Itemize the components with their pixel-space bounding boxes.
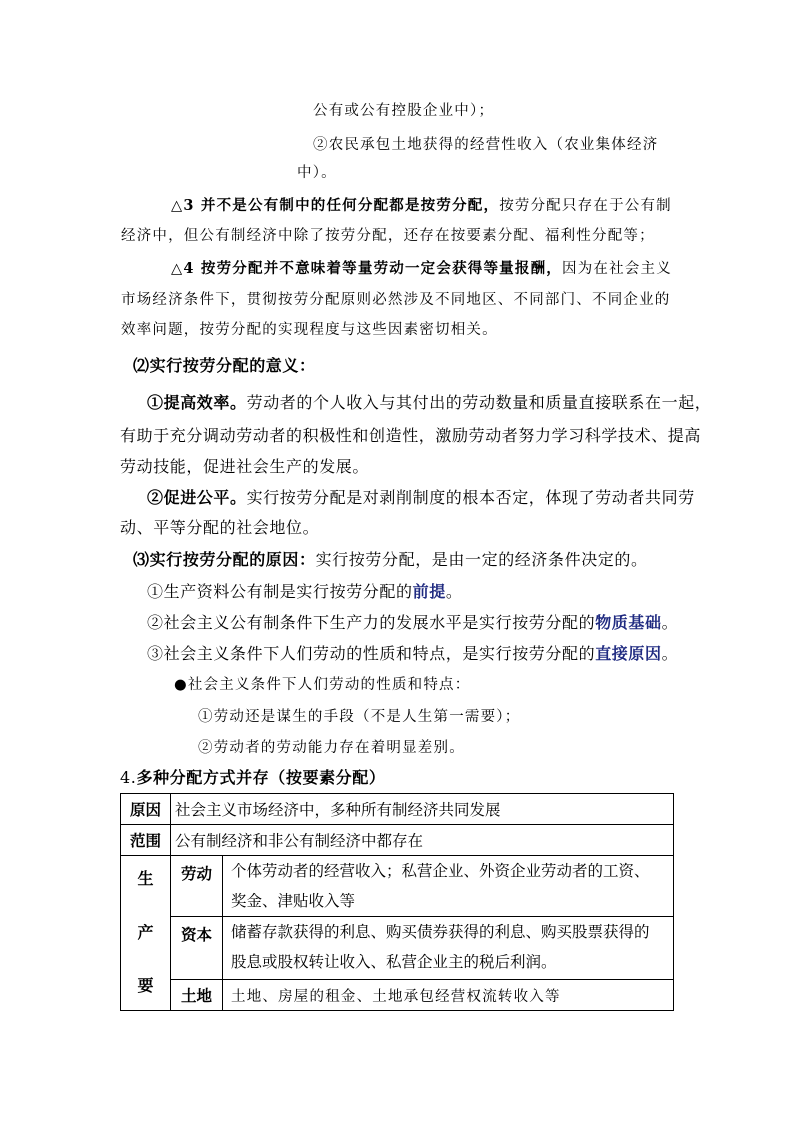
text-line: 中）。 [297, 165, 337, 181]
section-heading-factors: 4.多种分配方式并存（按要素分配） [120, 768, 386, 787]
table-row [121, 980, 674, 1011]
text-line: ①劳动还是谋生的手段（不是人生第一需要）； [198, 709, 521, 725]
text-line: 有助于充分调动劳动者的积极性和创造性，激励劳动者努力学习科学技术、提高 [120, 426, 702, 445]
text-line: ①生产资料公有制是实行按劳分配的前提。 [147, 582, 463, 601]
text-line: ①提高效率。劳动者的个人收入与其付出的劳动数量和质量直接联系在一起， [147, 393, 712, 412]
row-value: 土地、房屋的租金、土地承包经营权流转收入等 [223, 980, 674, 1011]
text-line: ②促进公平。实行按劳分配是对剥削制度的根本否定，体现了劳动者共同劳 [147, 488, 695, 507]
text-line: ②农民承包土地获得的经营性收入（农业集体经济 [313, 137, 659, 153]
text-line: 公有或公有控股企业中）； [313, 103, 495, 119]
text-line: ③社会主义条件下人们劳动的性质和特点，是实行按劳分配的直接原因。 [147, 644, 679, 663]
text-line: 效率问题，按劳分配的实现程度与这些因素密切相关。 [121, 322, 498, 338]
text-line: ②劳动者的劳动能力存在着明显差别。 [198, 740, 465, 756]
row-label: 资本 [171, 917, 223, 980]
row-value: 社会主义市场经济中，多种所有制经济共同发展 [171, 794, 674, 825]
row-label: 土地 [171, 980, 223, 1011]
text-line: ●社会主义条件下人们劳动的性质和特点： [174, 677, 471, 693]
text-line: 劳动技能，促进社会生产的发展。 [120, 457, 370, 476]
table-row [121, 856, 674, 917]
row-value: 公有制经济和非公有制经济中都存在 [171, 825, 674, 856]
text-line: 动、平等分配的社会地位。 [120, 518, 320, 537]
text-line: 经济中，但公有制经济中除了按劳分配，还存在按要素分配、福利性分配等； [121, 228, 655, 244]
table-row [121, 825, 674, 856]
note-4: △4 按劳分配并不意味着等量劳动一定会获得等量报酬，因为在社会主义 [171, 260, 672, 277]
section-heading-reasons: ⑶实行按劳分配的原因：实行按劳分配，是由一定的经济条件决定的。 [133, 550, 648, 569]
table-row [121, 917, 674, 980]
distribution-table [120, 793, 674, 1011]
text-line: ②社会主义公有制条件下生产力的发展水平是实行按劳分配的物质基础。 [147, 613, 679, 632]
row-value: 个体劳动者的经营收入；私营企业、外资企业劳动者的工资、 奖金、津贴收入等 [223, 856, 674, 917]
table-row [121, 794, 674, 825]
note-3: △3 并不是公有制中的任何分配都是按劳分配，按劳分配只存在于公有制 [171, 197, 672, 214]
text-line: 市场经济条件下，贯彻按劳分配原则必然涉及不同地区、不同部门、不同企业的 [121, 292, 671, 308]
section-heading-significance: ⑵实行按劳分配的意义： [133, 356, 316, 375]
row-value: 储蓄存款获得的利息、购买债券获得的利息、购买股票获得的 股息或股权转让收入、私营企业主的税后利润。 [223, 917, 674, 980]
factor-group-label: 生 产 要 [121, 856, 171, 1011]
row-label: 范围 [121, 825, 171, 856]
row-label: 劳动 [171, 856, 223, 917]
row-label: 原因 [121, 794, 171, 825]
